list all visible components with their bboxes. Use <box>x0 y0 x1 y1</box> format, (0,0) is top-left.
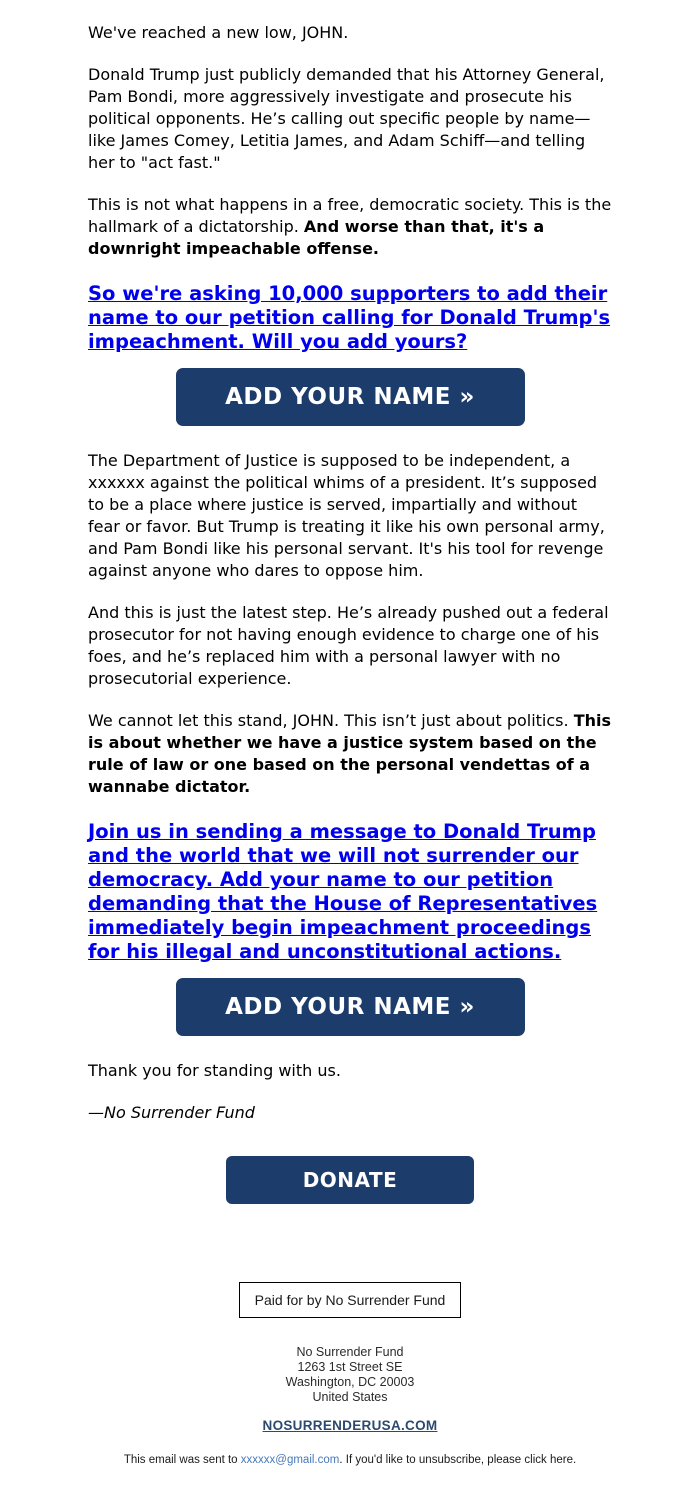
para-cannot-stand-normal: We cannot let this stand, JOHN. This isn’t just about politics. <box>88 711 574 730</box>
petition-link-2[interactable]: Join us in sending a message to Donald Trump and the world that we will not surrender our democracy. Add your name to our petition demanding that the House of Representatives immediately begin impeachment proceedings for his illegal and unconstitutional actions. <box>88 820 598 963</box>
signature-text: —No Surrender Fund <box>88 1103 255 1122</box>
para-trump-demand: Donald Trump just publicly demanded that his Attorney General, Pam Bondi, more aggressively investigate and prosecute his political opponents. He’s calling out specific people by name—like James Comey, Letitia James, and Adam Schiff—and telling her to "act fast." <box>88 65 605 172</box>
greeting-text: We've reached a new low, JOHN. <box>88 23 349 42</box>
para-dictatorship-normal: This is not what happens in a free, democratic society. This is the hallmark of a dictatorship. <box>88 195 612 236</box>
thanks-text: Thank you for standing with us. <box>88 1061 341 1080</box>
add-your-name-button-2[interactable]: ADD YOUR NAME » <box>176 978 525 1036</box>
fine-print <box>88 1453 612 1467</box>
para-dictatorship <box>88 194 612 260</box>
address-line-city: Washington, DC 20003 <box>285 1375 415 1389</box>
paid-for-disclaimer: Paid for by No Surrender Fund <box>239 1282 462 1318</box>
website-link[interactable]: NOSURRENDERUSA.COM <box>262 1418 438 1433</box>
para-cannot-stand-bold: This is about whether we have a justice system based on the rule of law or one based on the personal vendettas of a wannabe dictator. <box>88 711 611 796</box>
fine-print-middle: . If you'd like to unsubscribe, please <box>339 1454 525 1466</box>
address-line-street: 1263 1st Street SE <box>297 1360 403 1374</box>
para-cannot-stand <box>88 710 612 798</box>
email-body <box>88 0 612 1467</box>
email-footer <box>88 1282 612 1467</box>
address-line-country: United States <box>312 1390 388 1404</box>
add-your-name-button-1[interactable]: ADD YOUR NAME » <box>176 368 525 426</box>
para-doj: The Department of Justice is supposed to be independent, a xxxxxx against the political whims of a president. It’s supposed to be a place where justice is served, impartially and without fear or favor. But Trump is treating it like his own personal army, and Pam Bondi like his personal servant. It's his tool for revenge against anyone who dares to oppose him. <box>88 451 605 580</box>
petition-link-1[interactable]: So we're asking 10,000 supporters to add their name to our petition calling for Donald Trump's impeachment. Will you add yours? <box>88 282 611 353</box>
fine-print-prefix: This email was sent to <box>123 1454 241 1466</box>
para-latest-step: And this is just the latest step. He’s already pushed out a federal prosecutor for not having enough evidence to charge one of his foes, and he’s replaced him with a personal lawyer with no prosecutorial experience. <box>88 603 609 688</box>
address-line-org: No Surrender Fund <box>296 1345 404 1359</box>
para-dictatorship-bold: And worse than that, it's a downright impeachable offense. <box>88 217 545 258</box>
donate-button[interactable]: DONATE <box>226 1156 474 1204</box>
unsubscribe-link[interactable]: click here. <box>524 1454 577 1466</box>
recipient-email-link[interactable]: xxxxxx@gmail.com <box>240 1454 340 1466</box>
postal-address <box>88 1345 612 1405</box>
